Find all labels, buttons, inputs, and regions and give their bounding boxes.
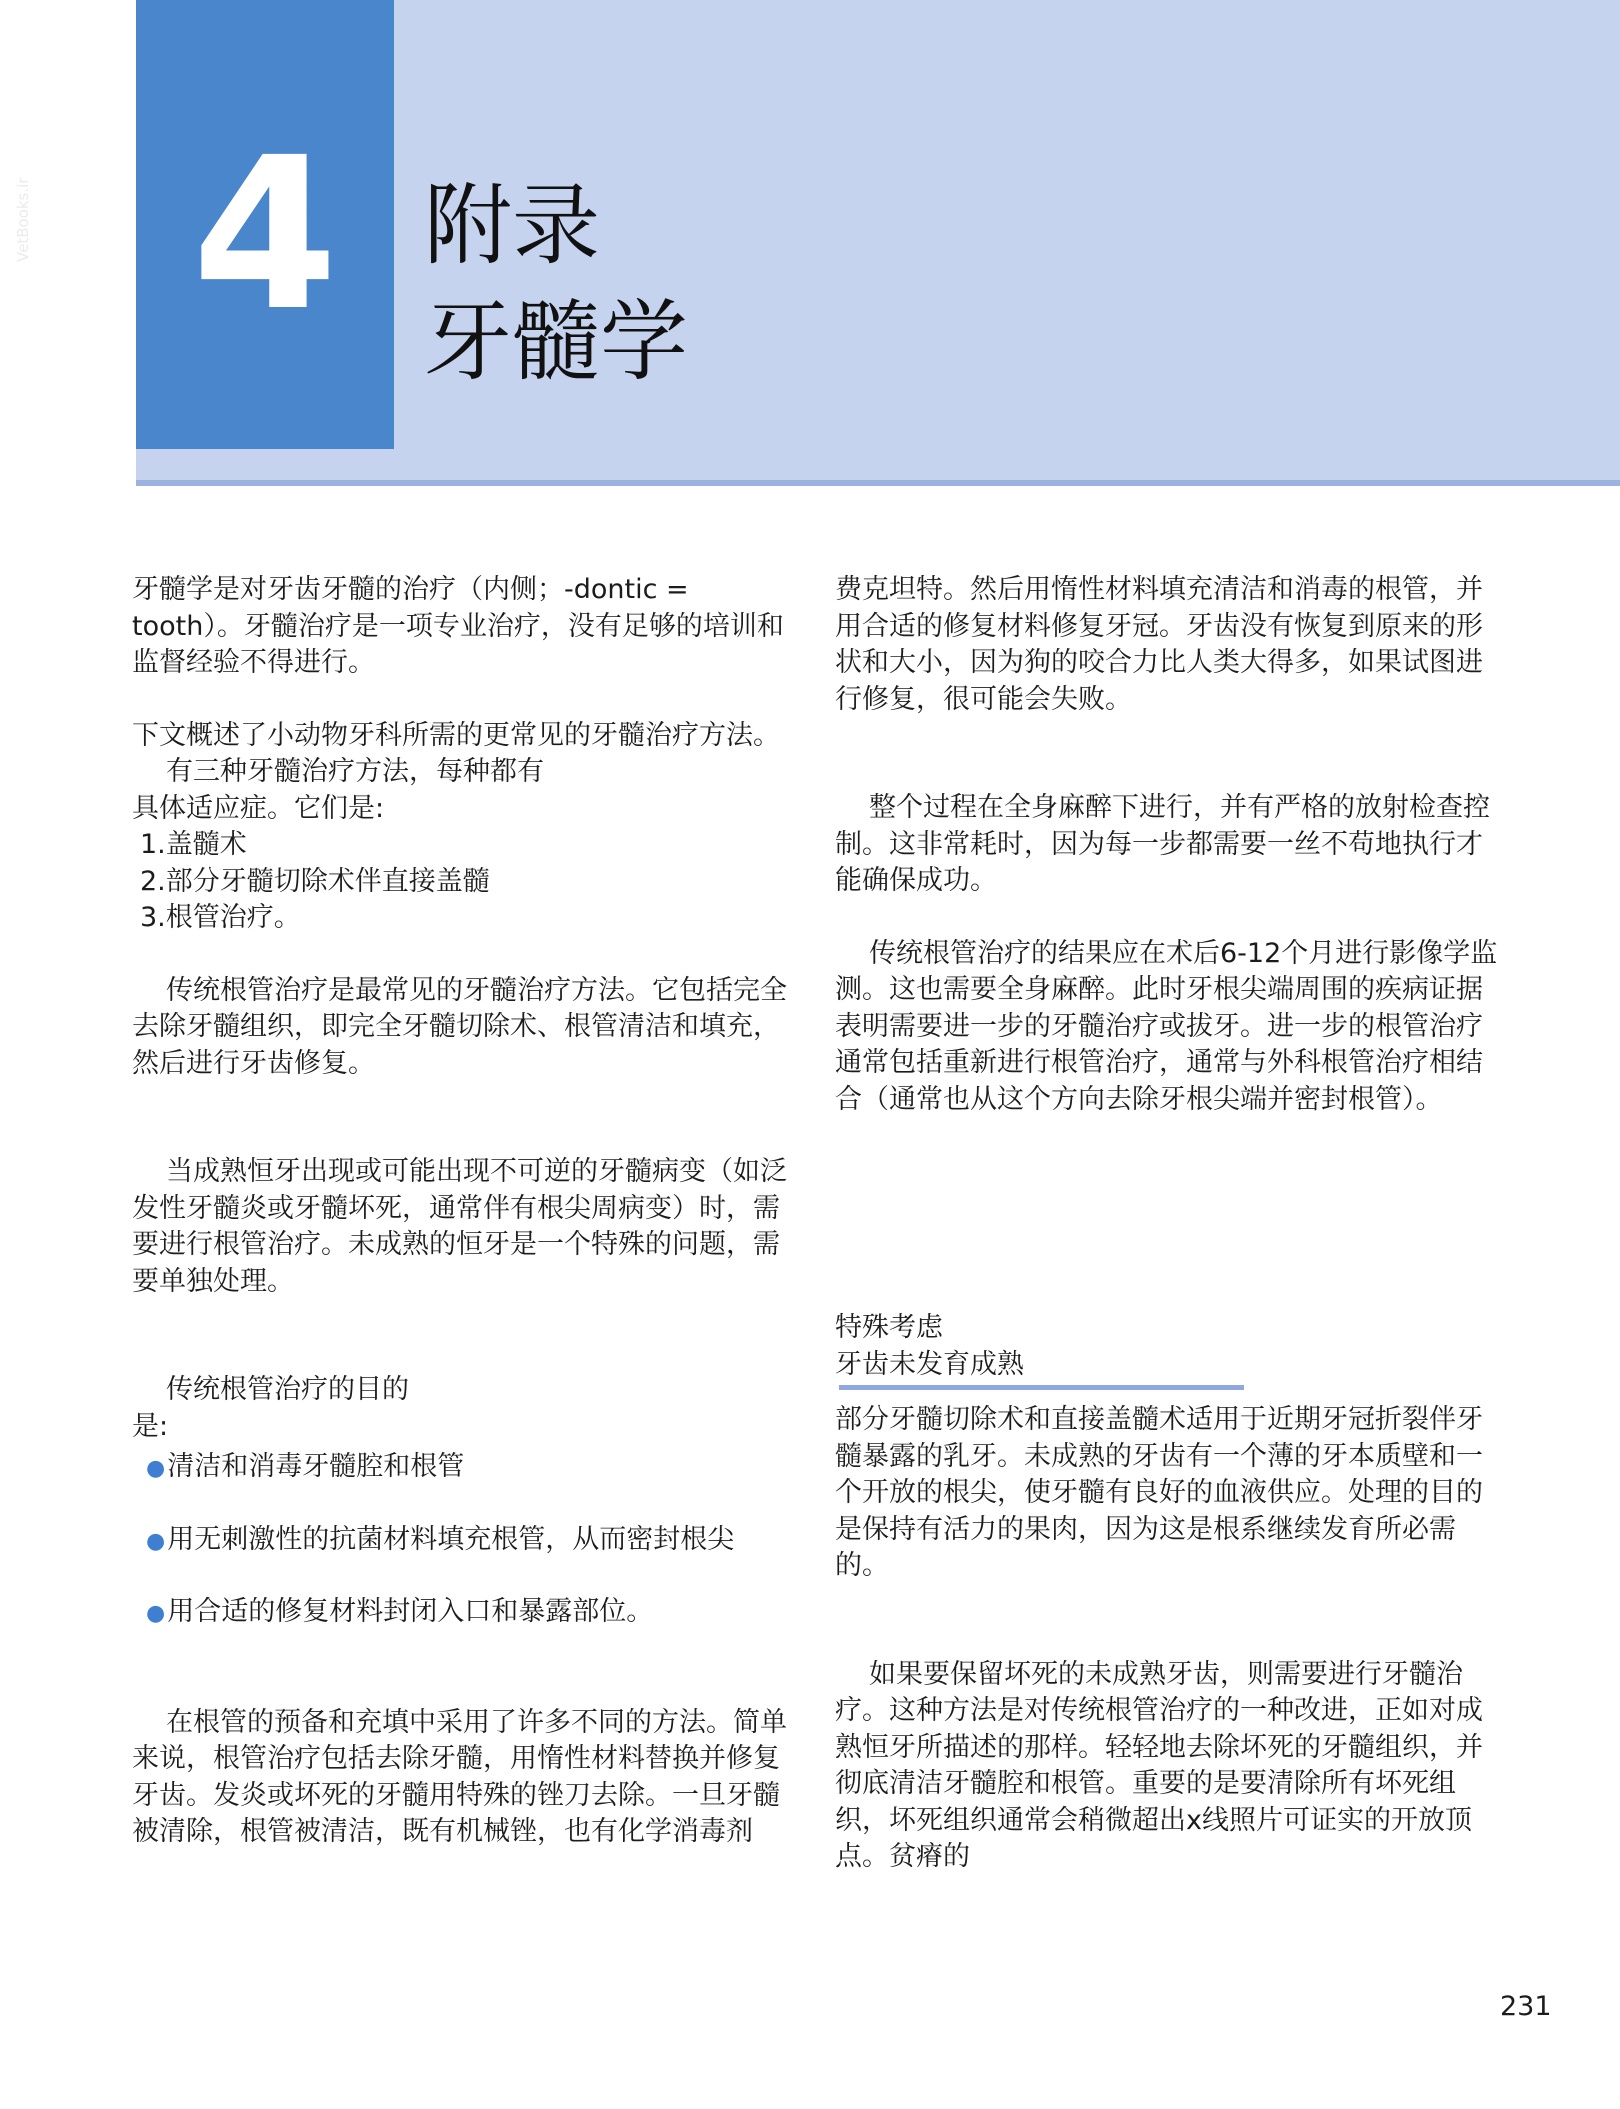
bullet-item: ●用无刺激性的抗菌材料填充根管，从而密封根尖 xyxy=(146,1523,735,1555)
right-column xyxy=(835,572,1500,1876)
section-subheading: 牙齿未发育成熟 xyxy=(835,1348,1024,1380)
left-column xyxy=(132,572,792,1851)
list-item: 2.部分牙髓切除术伴直接盖髓 xyxy=(140,865,490,897)
list-item: 3.根管治疗。 xyxy=(140,902,301,933)
bullet-icon: ● xyxy=(146,1456,166,1481)
chapter-title-line1: 附录 xyxy=(424,174,601,277)
paragraph: 整个过程在全身麻醉下进行，并有严格的放射检查控制。这非常耗时，因为每一步都需要一丝不苟地执行才能确保成功。 xyxy=(835,792,1490,896)
bullet-icon: ● xyxy=(146,1601,166,1626)
bullet-item: ●清洁和消毒牙髓腔和根管 xyxy=(146,1451,465,1482)
paragraph: 牙髓学是对牙齿牙髓的治疗（内侧；-dontic = tooth）。牙髓治疗是一项专业治疗，没有足够的培训和监督经验不得进行。 xyxy=(132,574,784,678)
paragraph: 在根管的预备和充填中采用了许多不同的方法。简单来说，根管治疗包括去除牙髓，用惰性材料替换并修复牙齿。发炎或坏死的牙髓用特殊的锉刀去除。一旦牙髓被清除，根管被清洁，既有机械锉，也有化学消毒剂 xyxy=(132,1706,787,1847)
paragraph: 传统根管治疗是最常见的牙髓治疗方法。它包括完全去除牙髓组织，即完全牙髓切除术、根管清洁和填充，然后进行牙齿修复。 xyxy=(132,974,787,1079)
list-item: 1.盖髓术 xyxy=(140,829,247,860)
paragraph: 有三种牙髓治疗方法，每种都有 xyxy=(166,756,544,787)
paragraph: 部分牙髓切除术和直接盖髓术适用于近期牙冠折裂伴牙髓暴露的乳牙。未成熟的牙齿有一个薄的牙本质壁和一个开放的根尖，使牙髓有良好的血液供应。处理的目的是保持有活力的果肉，因为这是根系继续发育所必需的。 xyxy=(835,1404,1483,1581)
chapter-title xyxy=(424,168,688,400)
page-number: 231 xyxy=(1500,1991,1552,2022)
paragraph: 是: xyxy=(132,1410,169,1442)
bullet-icon: ● xyxy=(146,1528,166,1554)
paragraph: 传统根管治疗的目的 xyxy=(166,1374,409,1405)
chapter-number: 4 xyxy=(191,112,339,357)
paragraph: 传统根管治疗的结果应在术后6-12个月进行影像学监测。这也需要全身麻醉。此时牙根尖端周围的疾病证据表明需要进一步的牙髓治疗或拔牙。进一步的根管治疗通常包括重新进行根管治疗，通常与外科根管治疗相结合（通常也从这个方向去除牙根尖端并密封根管）。 xyxy=(835,937,1498,1115)
header-divider xyxy=(136,480,1620,486)
paragraph: 如果要保留坏死的未成熟牙齿，则需要进行牙髓治疗。这种方法是对传统根管治疗的一种改进，正如对成熟恒牙所描述的那样。轻轻地去除坏死的牙髓组织，并彻底清洁牙髓腔和根管。重要的是要清除所有坏死组织，坏死组织通常会稍微超出x线照片可证实的开放顶点。贫瘠的 xyxy=(835,1658,1483,1872)
subheading-underline xyxy=(839,1385,1244,1390)
watermark: VetBooks.ir xyxy=(14,177,32,262)
paragraph: 具体适应症。它们是: xyxy=(132,792,385,824)
paragraph: 当成熟恒牙出现或可能出现不可逆的牙髓病变（如泛发性牙髓炎或牙髓坏死，通常伴有根尖周病变）时，需要进行根管治疗。未成熟的恒牙是一个特殊的问题，需要单独处理。 xyxy=(132,1156,787,1297)
chapter-title-line2: 牙髓学 xyxy=(424,290,689,393)
section-heading: 特殊考虑 xyxy=(835,1312,943,1343)
paragraph: 费克坦特。然后用惰性材料填充清洁和消毒的根管，并用合适的修复材料修复牙冠。牙齿没有恢复到原来的形状和大小，因为狗的咬合力比人类大得多，如果试图进行修复，很可能会失败。 xyxy=(835,574,1483,715)
paragraph: 下文概述了小动物牙科所需的更常见的牙髓治疗方法。 xyxy=(132,719,780,751)
bullet-item: ●用合适的修复材料封闭入口和暴露部位。 xyxy=(146,1596,654,1627)
